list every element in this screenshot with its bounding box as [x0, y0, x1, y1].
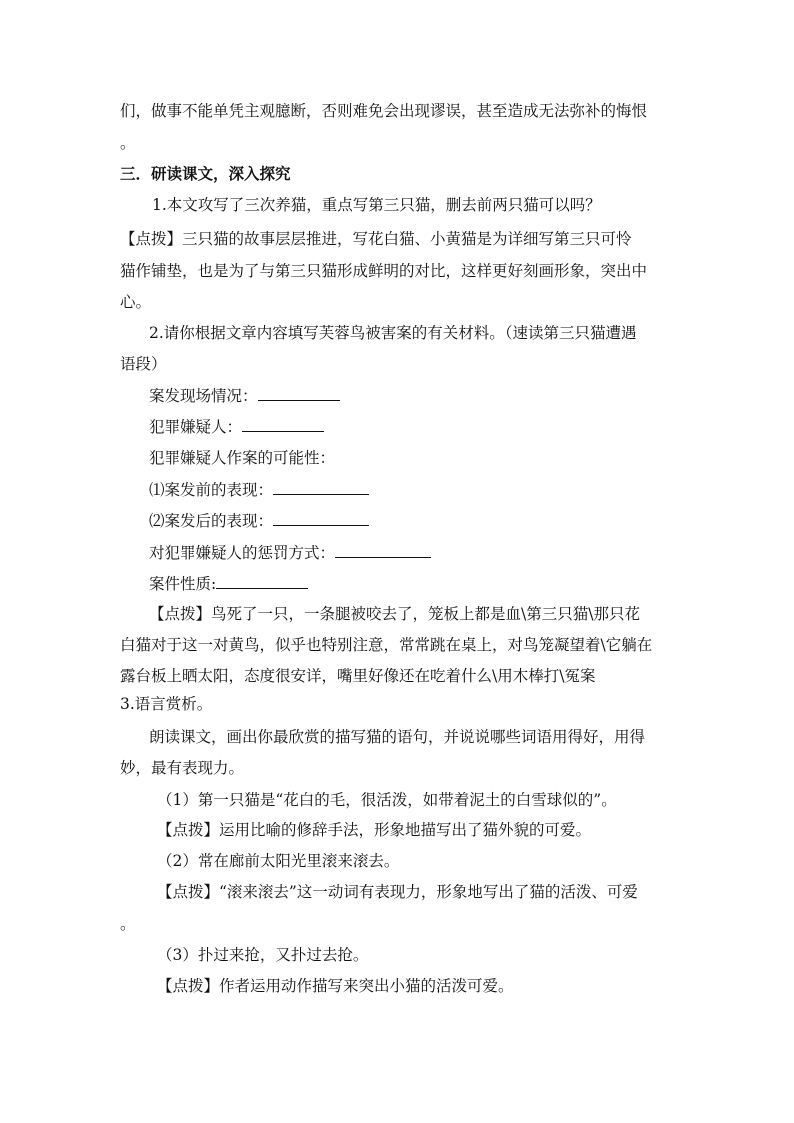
hint-line: 白猫对于这一对黄鸟，似乎也特别注意，常常跳在桌上，对鸟笼凝望着\它躺在 — [120, 636, 653, 654]
fill-before — [149, 479, 709, 501]
fill-label: 犯罪嫌疑人： — [149, 418, 243, 436]
hint-line: 露台板上晒太阳，态度很安详，嘴里好像还在吃着什么\用木棒打\冤案 — [120, 667, 596, 685]
fill-label: 案发现场情况： — [149, 387, 258, 405]
hint-line: 【点拨】三只猫的故事层层推进，写花白猫、小黄猫是为详细写第三只可怜 — [120, 230, 632, 248]
paragraph-line: 妙，最有表现力。 — [120, 759, 245, 777]
question-2-cont: 语段） — [120, 355, 167, 373]
fill-label: ⑴案发前的表现： — [149, 481, 274, 499]
hint-line: 【点拨】运用比喻的修辞手法，形象地描写出了猫外貌的可爱。 — [157, 821, 592, 839]
answer-blank[interactable] — [258, 386, 340, 401]
hint-line: 猫作铺垫，也是为了与第三只猫形成鲜明的对比，这样更好刻画形象，突出中 — [120, 262, 648, 280]
answer-blank[interactable] — [242, 417, 324, 432]
fill-after — [149, 510, 709, 532]
hint-line: 心。 — [120, 293, 152, 311]
paragraph-line: 们，做事不能单凭主观臆断，否则难免会出现谬误，甚至造成无法弥补的悔恨 — [120, 102, 648, 120]
hint-line: 【点拨】鸟死了一只，一条腿被咬去了，笼板上都是血\第三只猫\那只花 — [149, 605, 640, 623]
answer-blank[interactable] — [273, 480, 369, 495]
section-heading: 三．研读课文，深入探究 — [120, 164, 291, 183]
hint-line: 。 — [120, 915, 136, 933]
hint-line: 【点拨】作者运用动作描写来突出小猫的活泼可爱。 — [157, 977, 514, 995]
sentence-2: （2）常在廊前太阳光里滚来滚去。 — [157, 852, 400, 870]
fill-label: 案件性质: — [149, 575, 217, 593]
paragraph-line: 。 — [120, 134, 136, 152]
answer-blank[interactable] — [216, 574, 308, 589]
question-3: 3.语言赏析。 — [120, 695, 213, 713]
question-2: 2.请你根据文章内容填写芙蓉鸟被害案的有关材料。（速读第三只猫遭遇 — [149, 324, 637, 342]
fill-punishment — [149, 542, 709, 564]
fill-nature — [149, 573, 709, 595]
fill-label: ⑵案发后的表现： — [149, 512, 274, 530]
sentence-3: （3）扑过来抢，又扑过去抢。 — [157, 946, 369, 964]
fill-suspect — [149, 416, 709, 438]
sentence-1: （1）第一只猫是“花白的毛，很活泼，如带着泥土的白雪球似的”。 — [157, 791, 617, 809]
answer-blank[interactable] — [273, 511, 369, 526]
fill-label: 对犯罪嫌疑人的惩罚方式： — [149, 544, 336, 562]
fill-scene — [149, 385, 709, 407]
question-1: 1.本文攻写了三次养猫，重点写第三只猫，删去前两只猫可以吗？ — [152, 196, 601, 214]
hint-line: 【点拨】“滚来滚去”这一动词有表现力，形象地写出了猫的活泼、可爱 — [157, 883, 638, 901]
fill-possibility: 犯罪嫌疑人作案的可能性： — [149, 449, 336, 467]
answer-blank[interactable] — [335, 543, 431, 558]
paragraph-line: 朗读课文，画出你最欣赏的描写猫的语句，并说说哪些词语用得好，用得 — [149, 728, 646, 746]
